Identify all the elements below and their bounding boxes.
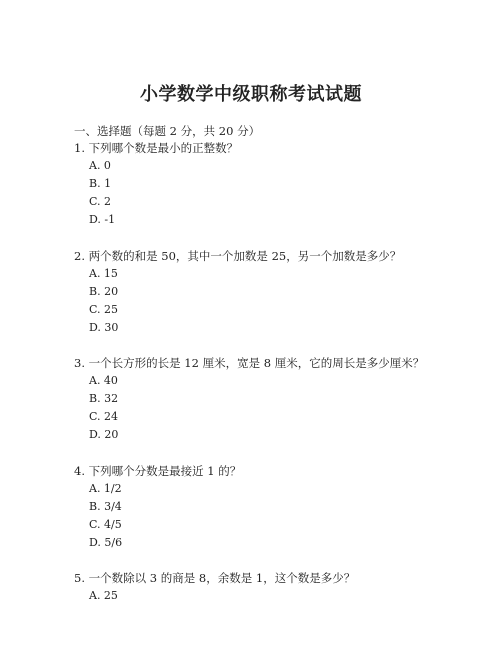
option-a: A. 25 xyxy=(89,589,118,602)
option-list xyxy=(74,157,474,229)
option-d: D. 20 xyxy=(89,428,119,441)
option-a: A. 0 xyxy=(89,159,111,172)
option-b: B. 32 xyxy=(89,392,119,405)
option-a: A. 40 xyxy=(89,374,118,387)
option-d: D. -1 xyxy=(89,213,116,226)
question-1 xyxy=(74,139,474,229)
option-list xyxy=(74,480,474,552)
option-list xyxy=(74,587,474,605)
option-list xyxy=(74,372,474,444)
option-b: B. 20 xyxy=(89,284,119,298)
option-b: B. 1 xyxy=(89,177,112,190)
option-a: A. 15 xyxy=(89,266,118,280)
option-a: A. 1/2 xyxy=(89,481,122,495)
question-4 xyxy=(74,462,474,552)
option-c: C. 2 xyxy=(89,195,112,208)
option-d: D. 30 xyxy=(89,320,119,334)
question-list xyxy=(74,139,474,623)
option-b: B. 3/4 xyxy=(89,499,122,513)
question-text: 4. 下列哪个分数是最接近 1 的？ xyxy=(74,463,242,478)
option-list xyxy=(74,265,474,337)
option-c: C. 4/5 xyxy=(89,517,122,531)
option-c: C. 24 xyxy=(89,410,119,423)
question-text: 3. 一个长方形的长是 12 厘米，宽是 8 厘米，它的周长是多少厘米？ xyxy=(74,356,425,370)
question-3 xyxy=(74,354,474,444)
question-text: 5. 一个数除以 3 的商是 8，余数是 1，这个数是多少？ xyxy=(74,571,356,585)
question-2 xyxy=(74,247,474,337)
document-title: 小学数学中级职称考试试题 xyxy=(140,84,362,105)
section-header: 一、选择题（每题 2 分，共 20 分） xyxy=(74,124,261,138)
option-d: D. 5/6 xyxy=(89,535,123,549)
question-5 xyxy=(74,569,474,605)
question-text: 2. 两个数的和是 50，其中一个加数是 25，另一个加数是多少？ xyxy=(74,248,402,263)
option-c: C. 25 xyxy=(89,302,119,316)
question-text: 1. 下列哪个数是最小的正整数？ xyxy=(74,141,239,155)
